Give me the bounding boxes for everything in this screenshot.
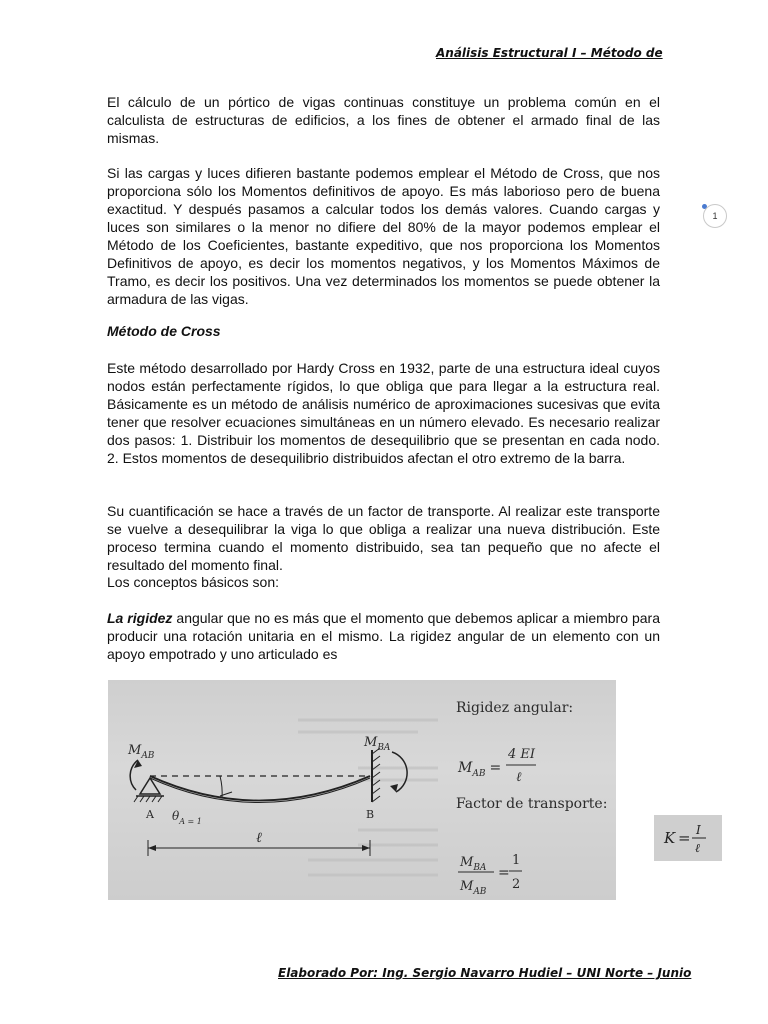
k-lhs: K bbox=[664, 829, 676, 847]
formula-numerator: 4 EI bbox=[508, 747, 536, 762]
label-theta: $\theta_{A = 1}$ bbox=[172, 809, 202, 826]
comment-bubble[interactable]: 1 bbox=[703, 204, 727, 228]
ratio-numerator: $M_{BA}$ bbox=[460, 855, 487, 873]
factor-transporte-title: Factor de transporte: bbox=[456, 796, 608, 812]
intro-paragraph: El cálculo de un pórtico de vigas continuas constituye un problema común en el calculista de estructuras de edificios, a los fines de obtener el armado final de las mismas. bbox=[107, 94, 660, 146]
transport-paragraph: Su cuantificación se hace a través de un factor de transporte. Al realizar este transporte se vuelve a desequilibrar la viga lo que obliga a realizar una nueva distribución. Este proceso termina cuando el momento distribuido, sea tan pequeño que no afecte el resultado del momento final. bbox=[107, 503, 660, 573]
cross-description-paragraph: Este método desarrollado por Hardy Cross en 1932, parte de una estructura ideal cuyos nodos están perfectamente rígidos, lo que obliga que para llegar a la estructura real. Básicamente es un método de análisis numérico de aproximaciones sucesivas que evita tener que resolver ecuaciones simultáneas en un número elevado. Es necesario realizar dos pasos: 1. Distribuir los momentos de desequilibrio que se presentan en cada nodo. 2. Estos momentos de desequilibrio distribuidos afectan el otro extremo de la barra. bbox=[107, 360, 660, 466]
ratio-equals: = bbox=[498, 865, 510, 881]
rigidez-paragraph bbox=[107, 609, 660, 663]
methods-paragraph: Si las cargas y luces difieren bastante podemos emplear el Método de Cross, que nos proporciona sólo los Momentos definitivos de apoyo. Es más laborioso pero de buena exactitud. Y después pasamos a calcular todos los demás valores. Cuando cargas y luces son similares o la menor no difiere del 80% de la mayor podemos emplear el Método de los Coeficientes, bastante expeditivo, que nos proporciona los Momentos Definitivos de apoyo, es decir los momentos negativos, y los Momentos Máximos de Tramo, es decir los positivos. Una vez determinados los momentos se puede obtener la armadura de las vigas. bbox=[107, 165, 660, 307]
page-header: Análisis Estructural I – Método de bbox=[436, 46, 663, 60]
label-node-a: A bbox=[146, 808, 154, 821]
rigidez-angular-title: Rigidez angular: bbox=[456, 700, 574, 716]
section-heading-cross: Método de Cross bbox=[107, 323, 221, 339]
label-m-ba: $M_{BA}$ bbox=[364, 735, 391, 753]
ratio-value-num: 1 bbox=[512, 853, 521, 868]
label-span: ℓ bbox=[256, 830, 262, 846]
page-footer: Elaborado Por: Ing. Sergio Navarro Hudiel – UNI Norte – Junio bbox=[278, 966, 692, 980]
ratio-value-den: 2 bbox=[512, 877, 521, 892]
label-node-b: B bbox=[366, 808, 375, 821]
ratio-denominator: $M_{AB}$ bbox=[460, 879, 487, 897]
k-formula-image bbox=[654, 815, 722, 861]
formula-denominator: ℓ bbox=[516, 770, 522, 785]
k-numerator: I bbox=[696, 823, 701, 837]
formula-m-ab: $M_{AB}$ = bbox=[458, 760, 502, 779]
k-denominator: ℓ bbox=[695, 841, 700, 855]
label-m-ab: $M_{AB}$ bbox=[128, 743, 155, 761]
rigidez-term: La rigidez bbox=[107, 610, 173, 626]
k-equals: = bbox=[678, 829, 691, 847]
basic-concepts-line: Los conceptos básicos son: bbox=[107, 574, 279, 590]
rigidez-definition: angular que no es más que el momento que debemos aplicar a miembro para producir una rotación unitaria en el mismo. La rigidez angular de un elemento con un apoyo empotrado y uno articulado es bbox=[107, 610, 660, 662]
rigidity-figure-image bbox=[108, 680, 616, 900]
